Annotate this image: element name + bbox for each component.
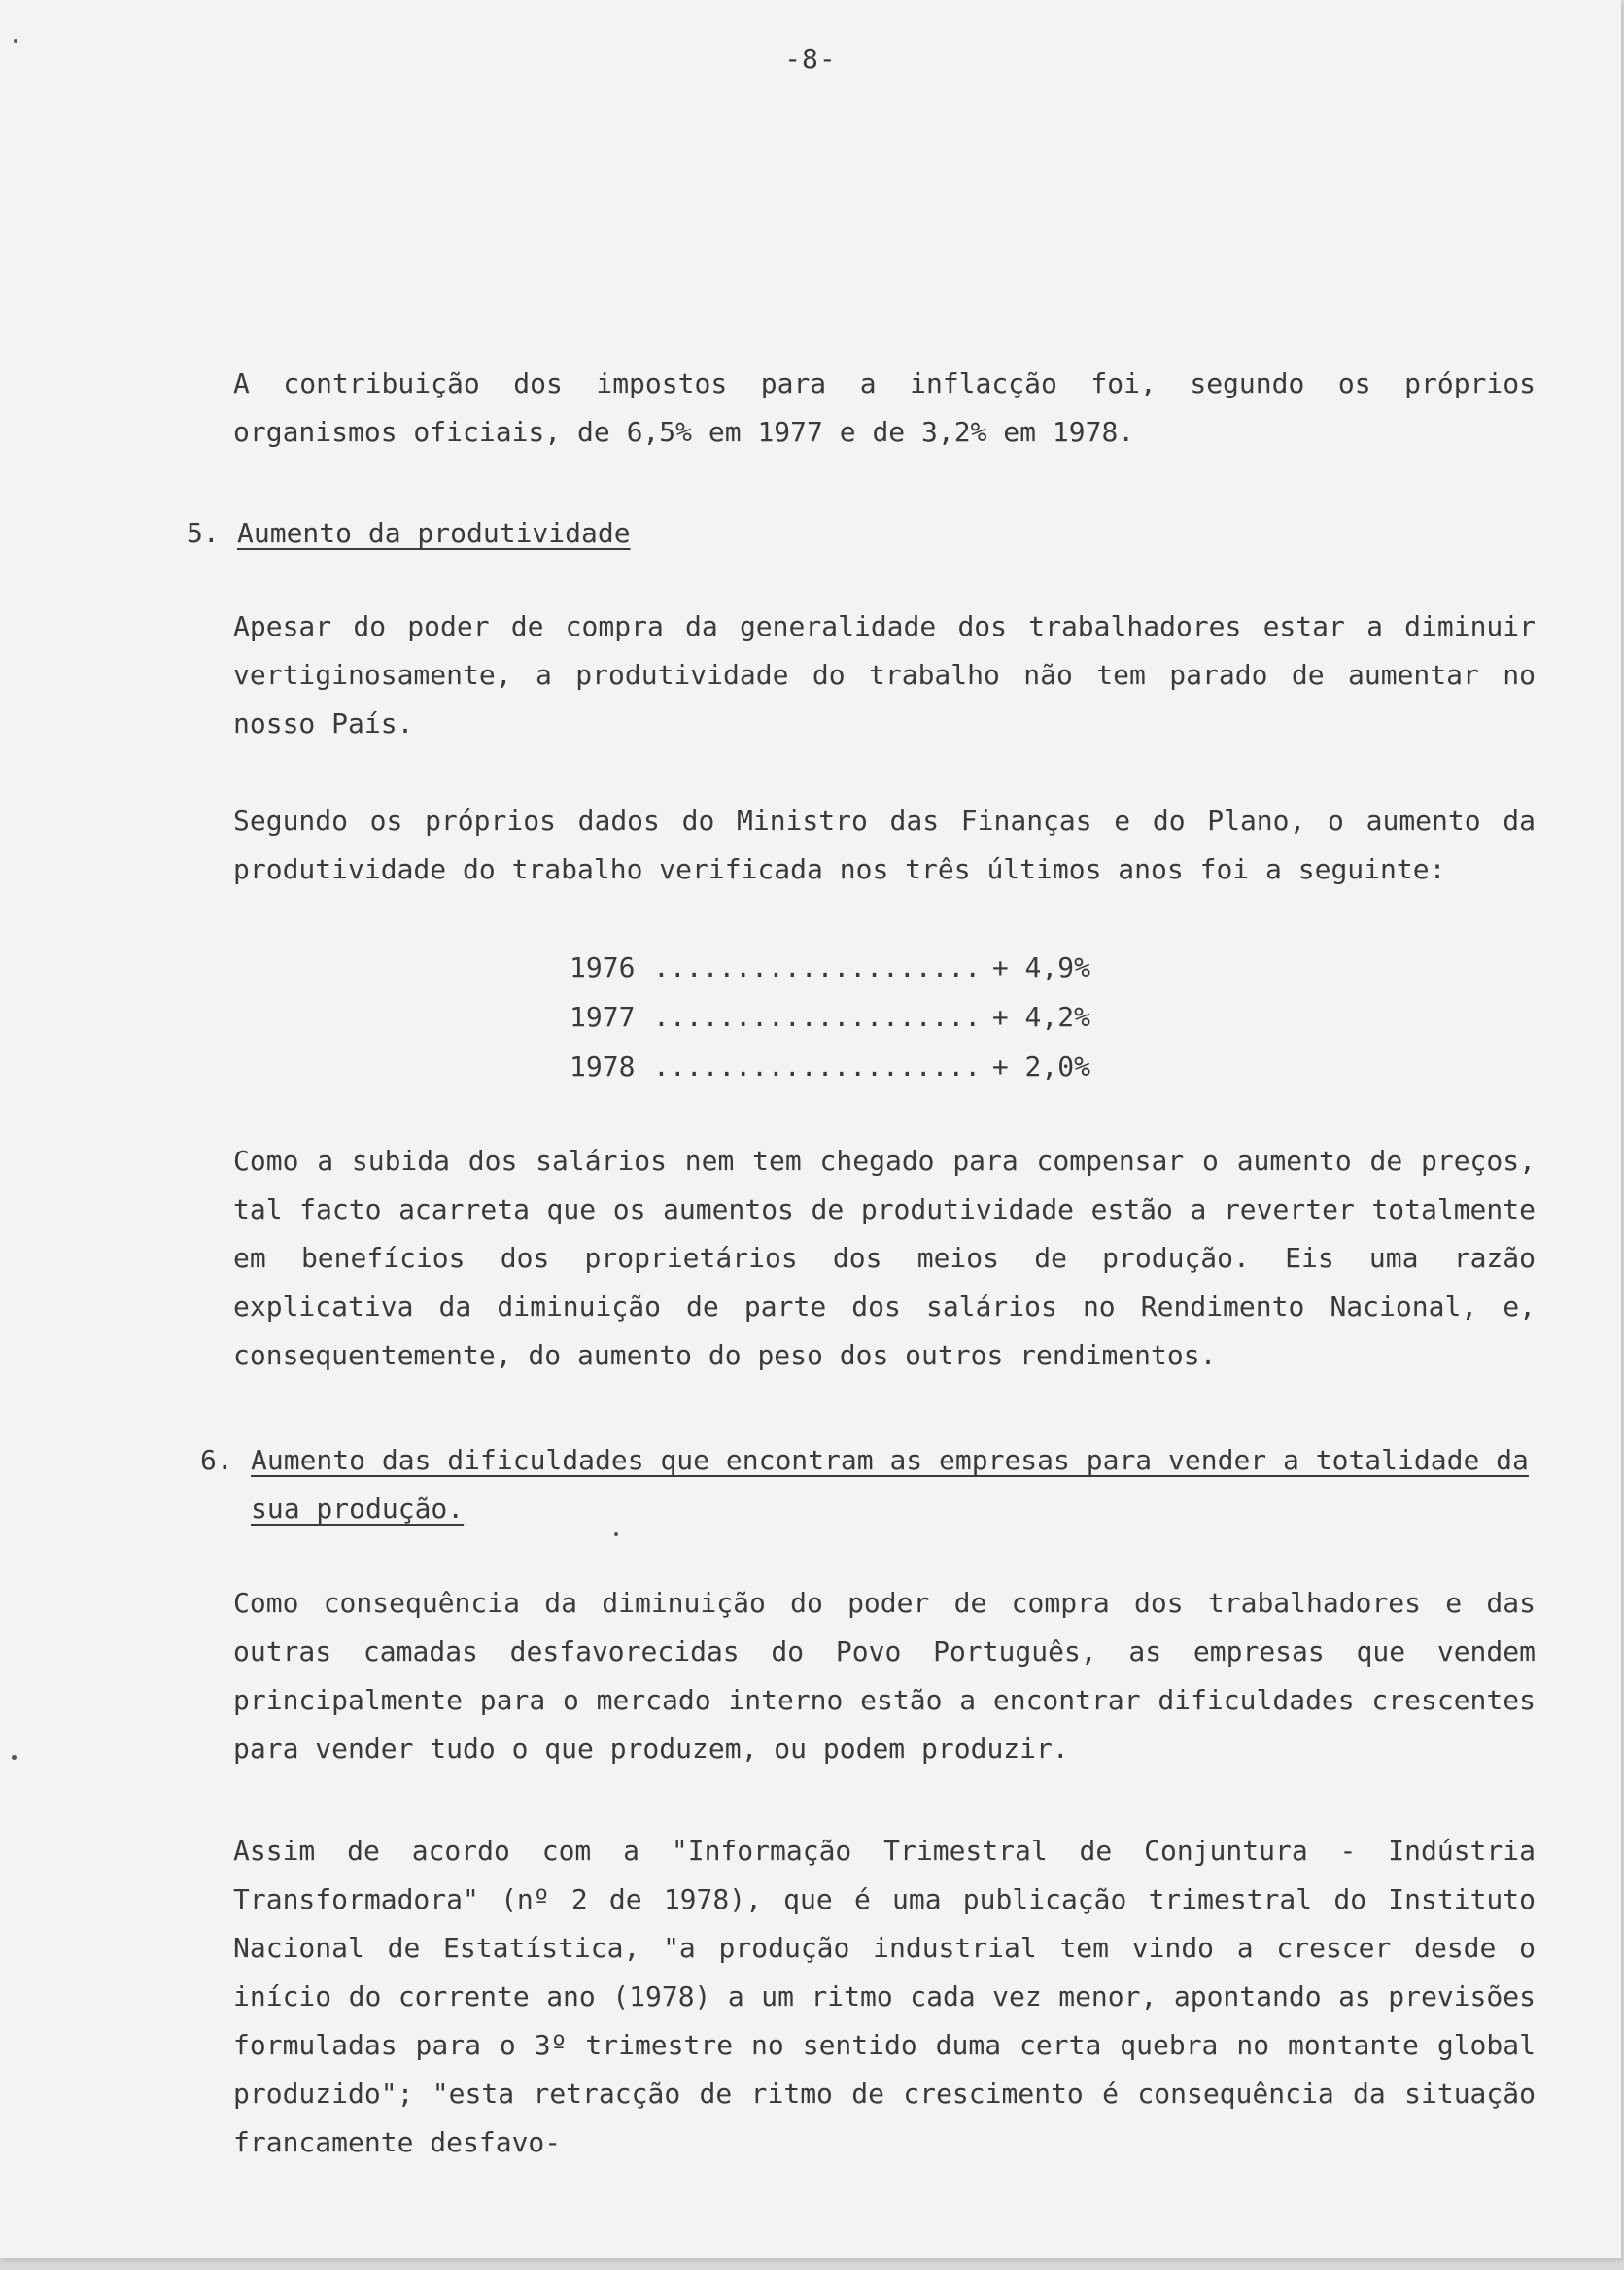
page-number: -8-	[784, 43, 837, 75]
paragraph-productivity: Apesar do poder de compra da generalidade dos trabalhadores estar a diminuir vertiginosamente, a produtividade do trabalho não tem parado de aumentar no nosso País.	[233, 610, 1536, 739]
section-6-heading	[200, 1436, 1541, 1533]
table-row	[570, 992, 1090, 1042]
paper-speck	[14, 39, 17, 43]
paragraph-intro: A contribuição dos impostos para a inflacção foi, segundo os próprios organismos oficiais, de 6,5% em 1977 e de 3,2% em 1978.	[233, 367, 1536, 448]
table-leader: ....................	[653, 951, 982, 983]
table-value: + 2,0%	[991, 1050, 1090, 1083]
section-5-number: 5.	[187, 517, 220, 549]
section-5-heading	[187, 509, 631, 558]
paragraph-wages: Como a subida dos salários nem tem chegado para compensar o aumento de preços, tal facto acarreta que os aumentos de produtividade estão a reverter totalmente em benefícios dos proprietários dos meios de produção. Eis uma razão explicativa da diminuição de parte dos salários no Rendimento Nacional, e, consequentemente, do aumento do peso dos outros rendimentos.	[233, 1145, 1536, 1371]
table-value: + 4,2%	[991, 1001, 1090, 1033]
table-leader: ....................	[653, 1001, 982, 1033]
paragraph-ine-report: Assim de acordo com a "Informação Trimestral de Conjuntura - Indústria Transformadora" (nº 2 de 1978), que é uma publicação trimestral do Instituto Nacional de Estatística, "a produção industrial tem vindo a crescer desde o início do corrente ano (1978) a um ritmo cada vez menor, apontando as previsões formuladas para o 3º trimestre no sentido duma certa quebra no montante global produzido"; "esta retracção de ritmo de crescimento é consequência da situação francamente desfavo-	[233, 1835, 1536, 2158]
table-year: 1978	[570, 1050, 636, 1083]
table-row	[570, 943, 1090, 992]
section-5-title: Aumento da produtividade	[237, 517, 631, 549]
table-leader: ....................	[653, 1050, 982, 1083]
paragraph-ministry-data: Segundo os próprios dados do Ministro das Finanças e do Plano, o aumento da produtividade do trabalho verificada nos três últimos anos foi a seguinte:	[233, 805, 1536, 885]
paragraph-purchasing-power: Como consequência da diminuição do poder de compra dos trabalhadores e das outras camadas desfavorecidas do Povo Português, as empresas que vendem principalmente para o mercado interno estão a encontrar dificuldades crescentes para vender tudo o que produzem, ou podem produzir.	[233, 1587, 1536, 1765]
paper-speck	[614, 1532, 618, 1536]
paper-speck	[12, 1755, 17, 1760]
section-6-number: 6.	[200, 1444, 233, 1476]
productivity-table	[570, 943, 1090, 1091]
section-6-title: Aumento das dificuldades que encontram as empresas para vender a totalidade da sua produção.	[251, 1444, 1529, 1525]
table-year: 1977	[570, 1001, 636, 1033]
table-year: 1976	[570, 951, 636, 983]
table-value: + 4,9%	[991, 951, 1090, 983]
table-row	[570, 1042, 1090, 1091]
